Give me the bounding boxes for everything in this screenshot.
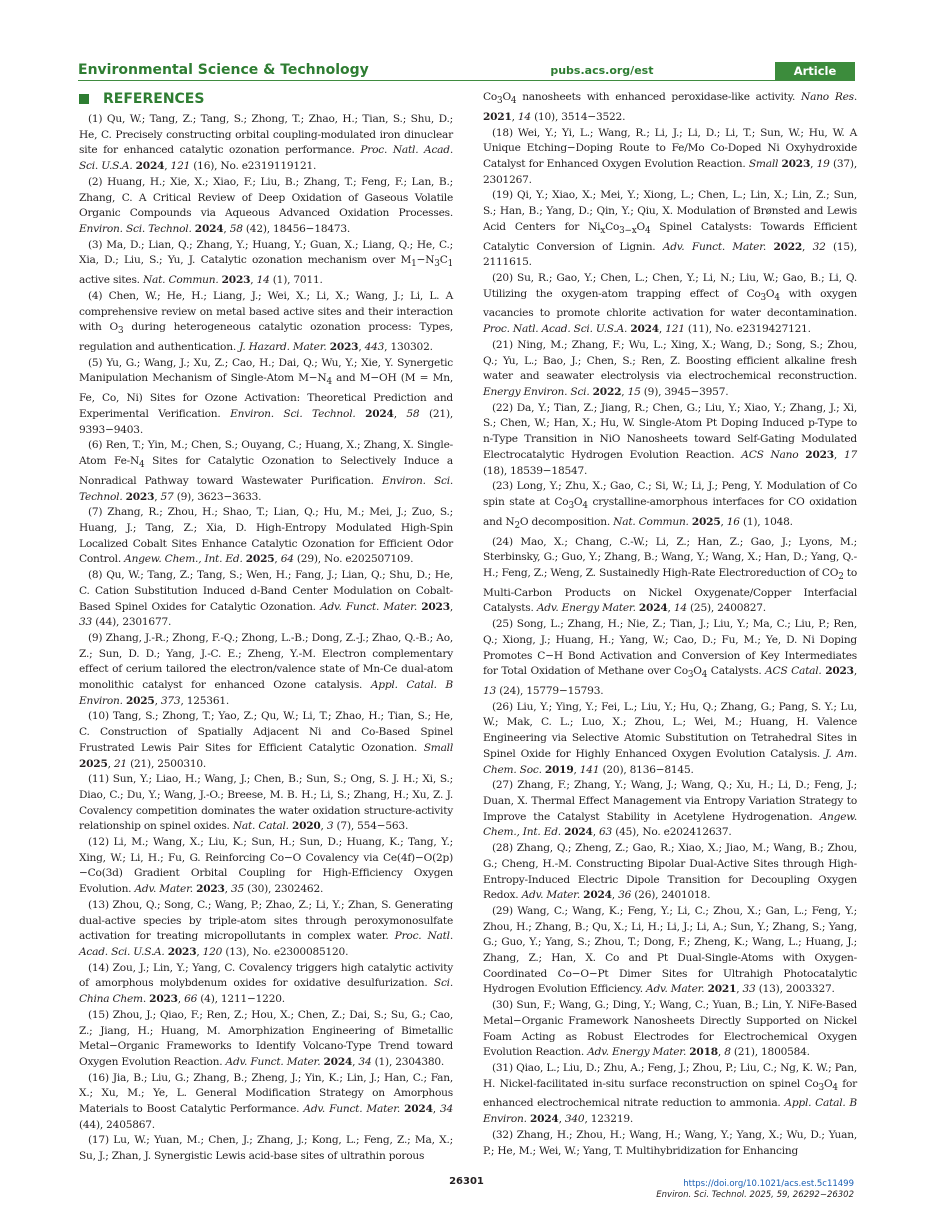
reference-entry: (18) Wei, Y.; Yi, L.; Wang, R.; Li, J.; Li, D.; Li, T.; Sun, W.; Hu, W. A Unique Etching−Doping Route to Fe/Mo Co-Doped Ni Oxyhydroxide Catalyst for Enhanced Oxygen Evolution Reaction. Small 2023, 19 (37), 2301267. [483, 126, 857, 186]
reference-entry: (15) Zhou, J.; Qiao, F.; Ren, Z.; Hou, X.; Chen, Z.; Dai, S.; Su, G.; Cao, Z.; Jiang, H.; Huang, M. Amorphization Engineering of Bimetallic Metal−Organic Frameworks to Identify Volcano-Type Trend toward Oxygen Evolution Reaction. Adv. Funct. Mater. 2024, 34 (1), 2304380. [79, 1008, 453, 1068]
reference-entry: (22) Da, Y.; Tian, Z.; Jiang, R.; Chen, G.; Liu, Y.; Xiao, Y.; Zhang, J.; Xi, S.; Chen, W.; Han, X.; Hu, W. Single-Atom Pt Doping Induced p-Type to n-Type Transition in NiO Nanosheets toward Self-Gating Modulated Electrocatalytic Hydrogen Evolution Reaction. ACS Nano 2023, 17 (18), 18539−18547. [483, 401, 857, 477]
reference-entry: (3) Ma, D.; Lian, Q.; Zhang, Y.; Huang, Y.; Guan, X.; Liang, Q.; He, C.; Xia, D.; Liu, S.; Yu, J. Catalytic ozonation mechanism over $M_1-N_3C_1$ active sites. Nat. Commun. 2023, 14 (1), 7011. [79, 238, 453, 287]
reference-entry: (6) Ren, T.; Yin, M.; Chen, S.; Ouyang, C.; Huang, X.; Zhang, X. Single-Atom $Fe-N_4$ Sites for Catalytic Ozonation to Selectively Induce a Nonradical Pathway toward Wastewater Purification. Environ. Sci. Technol. 2023, 57 (9), 3623−3633. [79, 439, 454, 503]
reference-entry: (16) Jia, B.; Liu, G.; Zhang, B.; Zheng, J.; Yin, K.; Lin, J.; Han, C.; Fan, X.; Xu, M.; Ye, L. General Modification Strategy on Amorphous Materials to Boost Catalytic Performance. Adv. Funct. Mater. 2024, 34 (44), 2405867. [79, 1071, 453, 1131]
reference-entry: (29) Wang, C.; Wang, K.; Feng, Y.; Li, C.; Zhou, X.; Gan, L.; Feng, Y.; Zhou, H.; Zhang, B.; Qu, X.; Li, H.; Li, J.; Li, A.; Sun, Y.; Zhang, S.; Yang, G.; Guo, Y.; Yang, S.; Zhou, T.; Dong, F.; Zheng, K.; Wang, L.; Huang, J.; Zhang, Z.; Han, X. Co and Pt Dual-Single-Atoms with Oxygen-Coordinated Co−O−Pt Dimer Sites for Ultrahigh Photocatalytic Hydrogen Evolution Efficiency. Adv. Mater. 2021, 33 (13), 2003327. [483, 904, 857, 996]
references-heading [79, 90, 453, 108]
reference-entry: (24) Mao, X.; Chang, C.-W.; Li, Z.; Han, Z.; Gao, J.; Lyons, M.; Sterbinsky, G.; Guo, Y.; Zhang, B.; Wang, Y.; Wang, X.; Han, D.; Yang, Q.-H.; Feng, Z.; Weng, Z. Sustainedly High-Rate Electroreduction of $CO_2$ to Multi-Carbon Products on Nickel Oxygenate/Copper Interfacial Catalysts. Adv. Energy Mater. 2024, 14 (25), 2400827. [483, 535, 857, 615]
reference-list-left [79, 112, 453, 1165]
reference-continuation: $Co_3O_4$ nanosheets with enhanced peroxidase-like activity. Nano Res. 2021, 14 (10), 3514−3522. [483, 91, 857, 123]
reference-entry: (4) Chen, W.; He, H.; Liang, J.; Wei, X.; Li, X.; Wang, J.; Li, L. A comprehensive review on metal based active sites and their interaction with $O_3$ during heterogeneous catalytic ozonation process: Types, regulation and authentication. J. Hazard. Mater. 2023, 443, 130302. [79, 289, 453, 354]
reference-entry: (7) Zhang, R.; Zhou, H.; Shao, T.; Lian, Q.; Hu, M.; Mei, J.; Zuo, S.; Huang, J.; Tang, Z.; Xia, D. High-Entropy Modulated High-Spin Localized Cobalt Sites Enhance Catalytic Ozonation for Efficient Odor Control. Angew. Chem., Int. Ed. 2025, 64 (29), No. e202507109. [79, 506, 453, 566]
reference-entry: (32) Zhang, H.; Zhou, H.; Wang, H.; Wang, Y.; Yang, X.; Wu, D.; Yuan, P.; He, M.; Wei, W.; Yang, T. Multihybridization for Enhancing [483, 1128, 857, 1157]
reference-entry: (1) Qu, W.; Tang, Z.; Tang, S.; Zhong, T.; Zhao, H.; Tian, S.; Shu, D.; He, C. Precisely constructing orbital coupling-modulated iron dinuclear site for enhanced catalytic ozonation performance. Proc. Natl. Acad. Sci. U.S.A. 2024, 121 (16), No. e2319119121. [79, 113, 453, 173]
page-header [78, 58, 855, 81]
section-bullet-icon [79, 94, 89, 104]
citation-text: Environ. Sci. Technol. 2025, 59, 26292−26302 [656, 1190, 854, 1200]
reference-entry: (25) Song, L.; Zhang, H.; Nie, Z.; Tian, J.; Liu, Y.; Ma, C.; Liu, P.; Ren, Q.; Xiong, J.; Huang, H.; Yang, W.; Cao, D.; Fu, M.; Ye, D. Ni Doping Promotes C−H Bond Activation and Conversion of Key Intermediates for Total Oxidation of Methane over $Co_3O_4$ Catalysts. ACS Catal. 2023, 13 (24), 15779−15793. [483, 618, 857, 698]
reference-entry: (2) Huang, H.; Xie, X.; Xiao, F.; Liu, B.; Zhang, T.; Feng, F.; Lan, B.; Zhang, C. A Critical Review of Deep Oxidation of Gaseous Volatile Organic Compounds via Aqueous Advanced Oxidation Processes. Environ. Sci. Technol. 2024, 58 (42), 18456−18473. [79, 175, 453, 235]
reference-entry: (27) Zhang, F.; Zhang, Y.; Wang, J.; Wang, Q.; Xu, H.; Li, D.; Feng, J.; Duan, X. Thermal Effect Management via Entropy Variation Strategy to Improve the Catalyst Stability in Acetylene Hydrogenation. Angew. Chem., Int. Ed. 2024, 63 (45), No. e202412637. [483, 779, 857, 839]
reference-entry: (11) Sun, Y.; Liao, H.; Wang, J.; Chen, B.; Sun, S.; Ong, S. J. H.; Xi, S.; Diao, C.; Du, Y.; Wang, J.-O.; Breese, M. B. H.; Li, S.; Zhang, H.; Xu, Z. J. Covalency competition dominates the water oxidation structure-activity relationship on spinel oxides. Nat. Catal. 2020, 3 (7), 554−563. [79, 773, 453, 833]
reference-entry: (12) Li, M.; Wang, X.; Liu, K.; Sun, H.; Sun, D.; Huang, K.; Tang, Y.; Xing, W.; Li, H.; Fu, G. Reinforcing Co−O Covalency via Ce(4f)−O(2p)−Co(3d) Gradient Orbital Coupling for High-Efficiency Oxygen Evolution. Adv. Mater. 2023, 35 (30), 2302462. [79, 836, 453, 896]
reference-entry: (19) Qi, Y.; Xiao, X.; Mei, Y.; Xiong, L.; Chen, L.; Lin, X.; Lin, Z.; Sun, S.; Han, B.; Yang, D.; Qin, Y.; Qiu, X. Modulation of Brønsted and Lewis Acid Centers for $Ni_xCo_{3-x}O_4$ Spinel Catalysts: Towards Efficient Catalytic Conversion of Lignin. Adv. Funct. Mater. 2022, 32 (15), 2111615. [483, 189, 858, 269]
reference-entry: (26) Liu, Y.; Ying, Y.; Fei, L.; Liu, Y.; Hu, Q.; Zhang, G.; Pang, S. Y.; Lu, W.; Mak, C. L.; Luo, X.; Zhou, L.; Wei, M.; Huang, H. Valence Engineering via Selective Atomic Substitution on Tetrahedral Sites in Spinel Oxide for Highly Enhanced Oxygen Evolution Catalysis. J. Am. Chem. Soc. 2019, 141 (20), 8136−8145. [483, 700, 857, 776]
references-column-right [483, 90, 857, 1159]
reference-entry: (9) Zhang, J.-R.; Zhong, F.-Q.; Zhong, L.-B.; Dong, Z.-J.; Zhao, Q.-B.; Ao, Z.; Sun, D. D.; Yang, J.-C. E.; Zheng, Y.-M. Electron complementary effect of cerium tailored the electron/valence state of Mn-Ce dual-atom monolithic catalyst for enhanced Ozone catalysis. Appl. Catal. B Environ. 2025, 373, 125361. [79, 631, 453, 707]
page-number: 26301 [449, 1176, 484, 1187]
references-heading-text: REFERENCES [103, 91, 205, 107]
reference-entry: (8) Qu, W.; Tang, Z.; Tang, S.; Wen, H.; Fang, J.; Lian, Q.; Shu, D.; He, C. Cation Substitution Induced d-Band Center Modulation on Cobalt-Based Spinel Oxides for Catalytic Ozonation. Adv. Funct. Mater. 2023, 33 (44), 2301677. [79, 569, 453, 629]
reference-list-right [483, 126, 857, 1160]
reference-entry: (30) Sun, F.; Wang, G.; Ding, Y.; Wang, C.; Yuan, B.; Lin, Y. NiFe-Based Metal−Organic Framework Nanosheets Directly Supported on Nickel Foam Acting as Robust Electrodes for Electrochemical Oxygen Evolution Reaction. Adv. Energy Mater. 2018, 8 (21), 1800584. [483, 999, 857, 1059]
reference-entry: (10) Tang, S.; Zhong, T.; Yao, Z.; Qu, W.; Li, T.; Zhao, H.; Tian, S.; He, C. Construction of Spatially Adjacent Ni and Co-Based Spinel Frustrated Lewis Pair Sites for Efficient Catalytic Ozonation. Small 2025, 21 (21), 2500310. [79, 710, 453, 770]
references-column-left [79, 90, 453, 1165]
journal-site-link[interactable]: pubs.acs.org/est [550, 64, 654, 77]
reference-entry: (23) Long, Y.; Zhu, X.; Gao, C.; Si, W.; Li, J.; Peng, Y. Modulation of Co spin state at $Co_3O_4$ crystalline-amorphous interfaces for CO oxidation and $N_2O$ decomposition. Nat. Commun. 2025, 16 (1), 1048. [483, 480, 857, 531]
reference-entry: (20) Su, R.; Gao, Y.; Chen, L.; Chen, Y.; Li, N.; Liu, W.; Gao, B.; Li, Q. Utilizing the oxygen-atom trapping effect of $Co_3O_4$ with oxygen vacancies to promote chlorite activation for water decontamination. Proc. Natl. Acad. Sci. U.S.A. 2024, 121 (11), No. e2319427121. [483, 271, 857, 336]
reference-entry: (17) Lu, W.; Yuan, M.; Chen, J.; Zhang, J.; Kong, L.; Feng, Z.; Ma, X.; Su, J.; Zhan, J. Synergistic Lewis acid-base sites of ultrathin porous [79, 1134, 453, 1163]
reference-entry: (13) Zhou, Q.; Song, C.; Wang, P.; Zhao, Z.; Li, Y.; Zhan, S. Generating dual-active species by triple-atom sites through peroxymonosulfate activation for treating micropollutants in complex water. Proc. Natl. Acad. Sci. U.S.A. 2023, 120 (13), No. e2300085120. [79, 898, 453, 958]
journal-title[interactable]: Environmental Science & Technology [78, 62, 369, 78]
reference-entry: (28) Zhang, Q.; Zheng, Z.; Gao, R.; Xiao, X.; Jiao, M.; Wang, B.; Zhou, G.; Cheng, H.-M. Constructing Bipolar Dual-Active Sites through High-Entropy-Induced Electric Dipole Transition for Decoupling Oxygen Redox. Adv. Mater. 2024, 36 (26), 2401018. [483, 842, 857, 902]
page-footer [656, 1179, 854, 1201]
reference-entry: (14) Zou, J.; Lin, Y.; Yang, C. Covalency triggers high catalytic activity of amorphous molybdenum oxides for oxidative desulfurization. Sci. China Chem. 2023, 66 (4), 1211−1220. [79, 961, 453, 1006]
doi-link[interactable]: https://doi.org/10.1021/acs.est.5c11499 [683, 1179, 854, 1189]
article-type-badge: Article [775, 62, 855, 80]
reference-entry: (21) Ning, M.; Zhang, F.; Wu, L.; Xing, X.; Wang, D.; Song, S.; Zhou, Q.; Yu, L.; Bao, J.; Chen, S.; Ren, Z. Boosting efficient alkaline fresh water and seawater electrolysis via electrochemical reconstruction. Energy Environ. Sci. 2022, 15 (9), 3945−3957. [483, 338, 857, 398]
reference-entry: (31) Qiao, L.; Liu, D.; Zhu, A.; Feng, J.; Zhou, P.; Liu, C.; Ng, K. W.; Pan, H. Nickel-facilitated in-situ surface reconstruction on spinel $Co_3O_4$ for enhanced electrochemical nitrate reduction to ammonia. Appl. Catal. B Environ. 2024, 340, 123219. [483, 1061, 857, 1126]
reference-entry: (5) Yu, G.; Wang, J.; Xu, Z.; Cao, H.; Dai, Q.; Wu, Y.; Xie, Y. Synergetic Manipulation Mechanism of Single-Atom $M-N_4$ and M−OH (M = Mn, Fe, Co, Ni) Sites for Ozone Activation: Theoretical Prediction and Experimental Verification. Environ. Sci. Technol. 2024, 58 (21), 9393−9403. [79, 356, 453, 436]
